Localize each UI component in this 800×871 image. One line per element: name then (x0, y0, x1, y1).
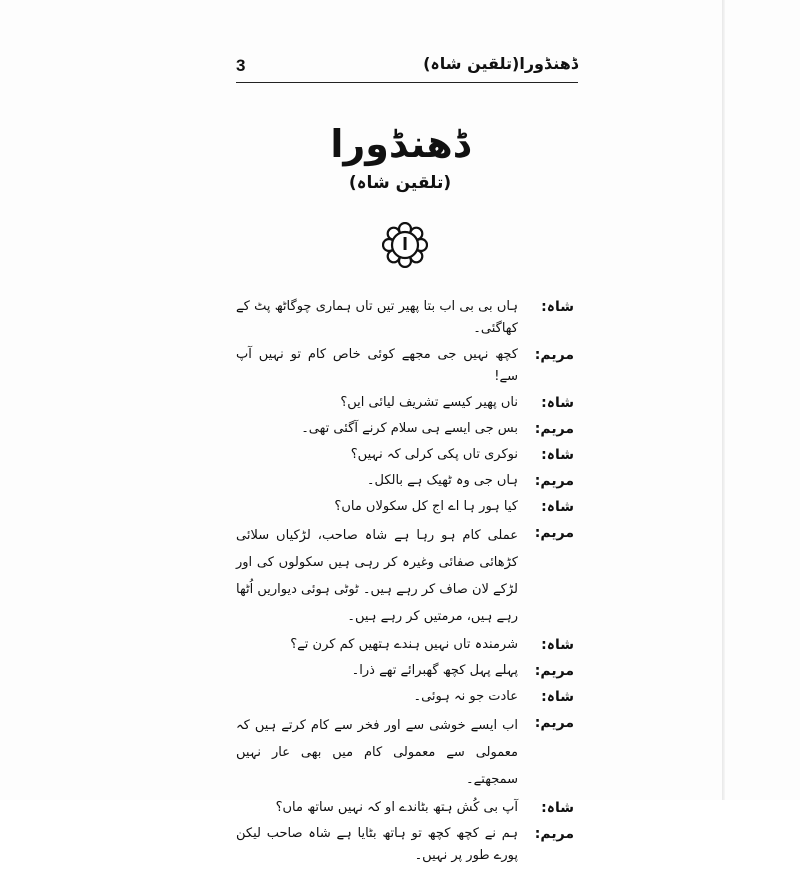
speech-text: آپ بی کُش ہتھ بٹاندے او کہ نہیں ساتھ ماں؟ (275, 800, 518, 815)
speaker-label: شاہ: (541, 800, 574, 816)
page-header (0, 52, 800, 88)
dialogue-line (236, 296, 574, 340)
dialogue-line (236, 496, 574, 518)
speech-text: ہاں جی وہ ٹھیک ہے بالکل۔ (366, 473, 518, 488)
speaker-label: مریم: (534, 473, 574, 489)
speaker-label: مریم: (534, 663, 574, 679)
dialogue-line (236, 344, 574, 388)
speaker-label: مریم: (534, 715, 574, 731)
play-title: ڈھنڈورا (330, 122, 470, 166)
dialogue-line (236, 712, 574, 793)
speaker-label: مریم: (534, 347, 574, 363)
speech-text: عملی کام ہو رہا ہے شاہ صاحب، لڑکیاں سلائی کڑھائی صفائی وغیرہ کر رہی ہیں سکولوں کی اور لڑکے لان صاف کر رہے ہیں۔ ٹوٹی ہوئی دیواریں اُٹھا رہے ہیں، مرمتیں کر رہے ہیں۔ (236, 528, 518, 624)
speech-text: ہم نے کچھ کچھ تو ہاتھ بٹایا ہے شاہ صاحب لیکن پورے طور پر نہیں۔ (236, 826, 518, 863)
dialogue-line (236, 634, 574, 656)
chapter-number: ا (402, 235, 408, 255)
dialogue-line (236, 797, 574, 819)
page-number: 3 (236, 56, 246, 75)
header-rule (236, 82, 578, 83)
dialogue-line (236, 444, 574, 466)
speaker-label: شاہ: (541, 499, 574, 515)
speaker-label: مریم: (534, 525, 574, 541)
title-block (0, 122, 800, 193)
speech-text: نوکری تاں پکی کرلی کہ نہیں؟ (350, 447, 518, 462)
speech-text: شرمندہ تاں نہیں ہندے ہتھیں کم کرن تے؟ (290, 637, 518, 652)
speech-text: بس جی ایسے ہی سلام کرنے آگئی تھی۔ (301, 421, 518, 436)
speech-text: اب ایسے خوشی سے اور فخر سے کام کرتے ہیں کہ معمولی سے معمولی کام میں بھی عار نہیں سمجھتے۔ (236, 718, 518, 787)
speaker-label: مریم: (534, 421, 574, 437)
dialogue-list (236, 296, 574, 871)
speech-text: ناں پھیر کیسے تشریف لیائی ایں؟ (340, 395, 518, 410)
dialogue-line (236, 660, 574, 682)
chapter-badge (382, 222, 428, 268)
speaker-label: شاہ: (541, 299, 574, 315)
dialogue-line (236, 823, 574, 867)
dialogue-line (236, 470, 574, 492)
speech-text: کیا ہور ہا اے اج کل سکولاں ماں؟ (334, 499, 518, 514)
page-fold-shadow (722, 0, 725, 800)
dialogue-line (236, 522, 574, 630)
dialogue-line (236, 686, 574, 708)
author-name: (تلقین شاہ) (348, 172, 452, 193)
speech-text: عادت جو نہ ہوئی۔ (413, 689, 518, 704)
speech-text: کچھ نہیں جی مجھے کوئی خاص کام تو نہیں آپ سے! (236, 347, 518, 384)
speaker-label: شاہ: (541, 637, 574, 653)
speech-text: پہلے پہل کچھ گھبرائے تھے ذرا۔ (351, 663, 518, 678)
running-title: ڈھنڈورا(تلقین شاہ) (423, 54, 578, 73)
speaker-label: شاہ: (541, 447, 574, 463)
dialogue-line (236, 392, 574, 414)
speaker-label: شاہ: (541, 395, 574, 411)
speaker-label: شاہ: (541, 689, 574, 705)
speech-text: ہاں بی بی اب بتا پھیر تیں تاں ہماری چوگاٹھ پٹ کے کھاگئی۔ (236, 299, 518, 336)
dialogue-line (236, 418, 574, 440)
speaker-label: مریم: (534, 826, 574, 842)
